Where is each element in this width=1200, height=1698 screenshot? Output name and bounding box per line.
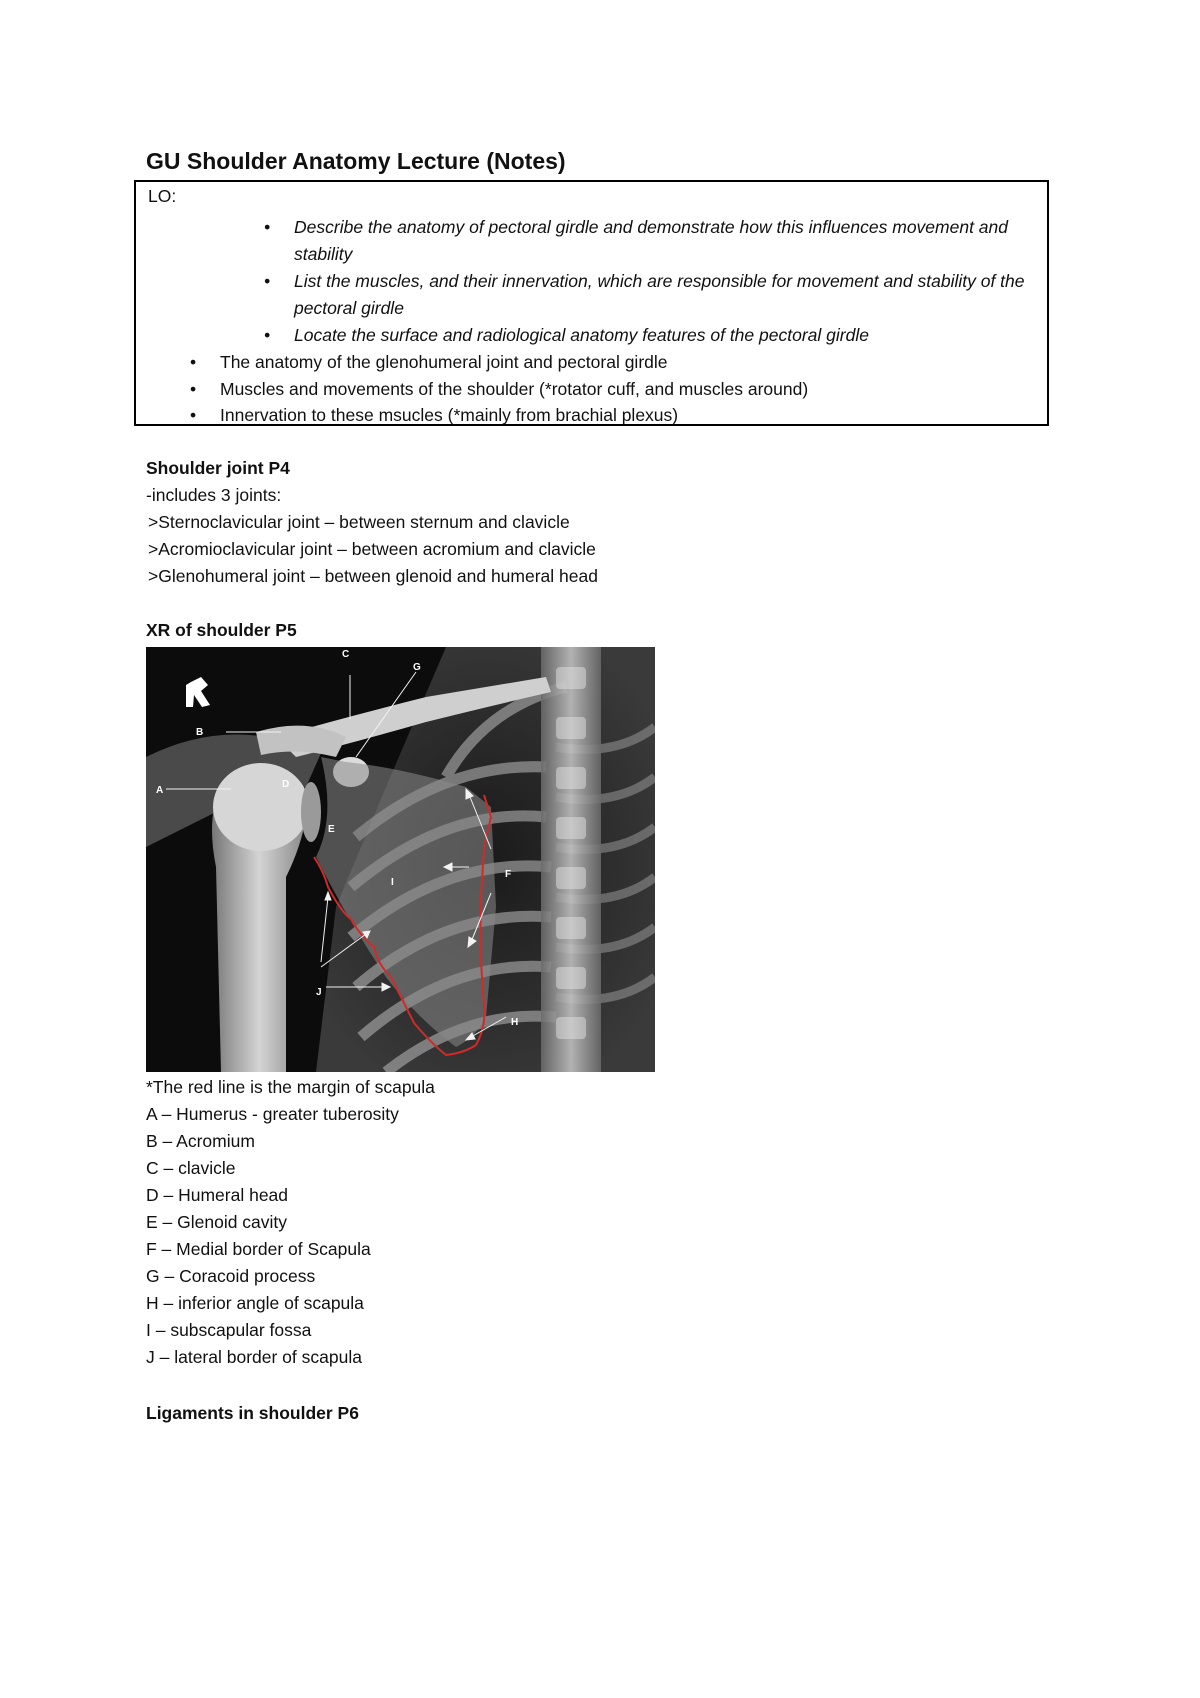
bullet-icon: • xyxy=(264,217,271,237)
xray-label-b: B xyxy=(196,727,204,738)
lo-objective-item xyxy=(264,322,1034,349)
bullet-icon: • xyxy=(264,271,271,291)
xray-label-a: A xyxy=(156,785,164,796)
xr-heading: XR of shoulder P5 xyxy=(146,620,297,640)
xray-label-h: H xyxy=(511,1017,519,1028)
lo-topic-text: The anatomy of the glenohumeral joint and pectoral girdle xyxy=(220,352,668,372)
xray-label-g: G xyxy=(413,662,421,673)
xr-legend-line: H – inferior angle of scapula xyxy=(146,1293,364,1313)
xr-legend-line: J – lateral border of scapula xyxy=(146,1347,362,1367)
xr-legend-line: B – Acromium xyxy=(146,1131,255,1151)
xray-label-i: I xyxy=(391,877,394,888)
xr-legend-line: D – Humeral head xyxy=(146,1185,289,1205)
lo-objective-text: Describe the anatomy of pectoral girdle and demonstrate how this influences movement and stability xyxy=(294,217,1009,264)
joint-line: >Glenohumeral joint – between glenoid and humeral head xyxy=(148,566,598,586)
lo-topic-item xyxy=(190,376,1020,403)
xr-legend-line: C – clavicle xyxy=(146,1158,236,1178)
xr-legend-line: I – subscapular fossa xyxy=(146,1320,312,1340)
lo-topic-text: Innervation to these msucles (*mainly from brachial plexus) xyxy=(220,405,679,425)
bullet-icon: • xyxy=(190,405,197,425)
humeral-head-bone xyxy=(213,763,309,851)
xray-label-e: E xyxy=(328,824,335,835)
lo-topic-item xyxy=(190,349,1020,376)
xr-legend-line: E – Glenoid cavity xyxy=(146,1212,288,1232)
shoulder-xray-image xyxy=(146,647,655,1072)
xray-label-d: D xyxy=(282,779,290,790)
xray-label-c: C xyxy=(342,649,350,660)
xray-label-f: F xyxy=(505,869,512,880)
xr-legend-line: F – Medial border of Scapula xyxy=(146,1239,371,1259)
shoulder-joint-heading: Shoulder joint P4 xyxy=(146,458,290,478)
lo-objective-item xyxy=(264,268,1034,322)
lo-objective-text: Locate the surface and radiological anatomy features of the pectoral girdle xyxy=(294,325,869,345)
xr-caption: *The red line is the margin of scapula xyxy=(146,1077,435,1097)
xr-legend-line: G – Coracoid process xyxy=(146,1266,316,1286)
bullet-icon: • xyxy=(190,352,197,372)
lo-topic-text: Muscles and movements of the shoulder (*rotator cuff, and muscles around) xyxy=(220,379,809,399)
glenoid-bone xyxy=(301,782,321,842)
shoulder-joint-intro: -includes 3 joints: xyxy=(146,485,282,505)
bullet-icon: • xyxy=(190,379,197,399)
xr-legend-line: A – Humerus - greater tuberosity xyxy=(146,1104,399,1124)
lo-heading: LO: xyxy=(148,186,177,206)
page-title: GU Shoulder Anatomy Lecture (Notes) xyxy=(146,148,566,174)
lo-objective-text: List the muscles, and their innervation, which are responsible for movement and stability of the pectoral girdle xyxy=(294,271,1025,318)
learning-objectives-box xyxy=(134,180,1049,426)
lo-topic-item xyxy=(190,402,1020,429)
lo-objective-item xyxy=(264,214,1034,268)
ligaments-heading: Ligaments in shoulder P6 xyxy=(146,1403,359,1423)
bullet-icon: • xyxy=(264,325,271,345)
joint-line: >Acromioclavicular joint – between acromium and clavicle xyxy=(148,539,596,559)
spine xyxy=(541,647,601,1072)
joint-line: >Sternoclavicular joint – between sternum and clavicle xyxy=(148,512,570,532)
xray-label-j: J xyxy=(316,987,322,998)
